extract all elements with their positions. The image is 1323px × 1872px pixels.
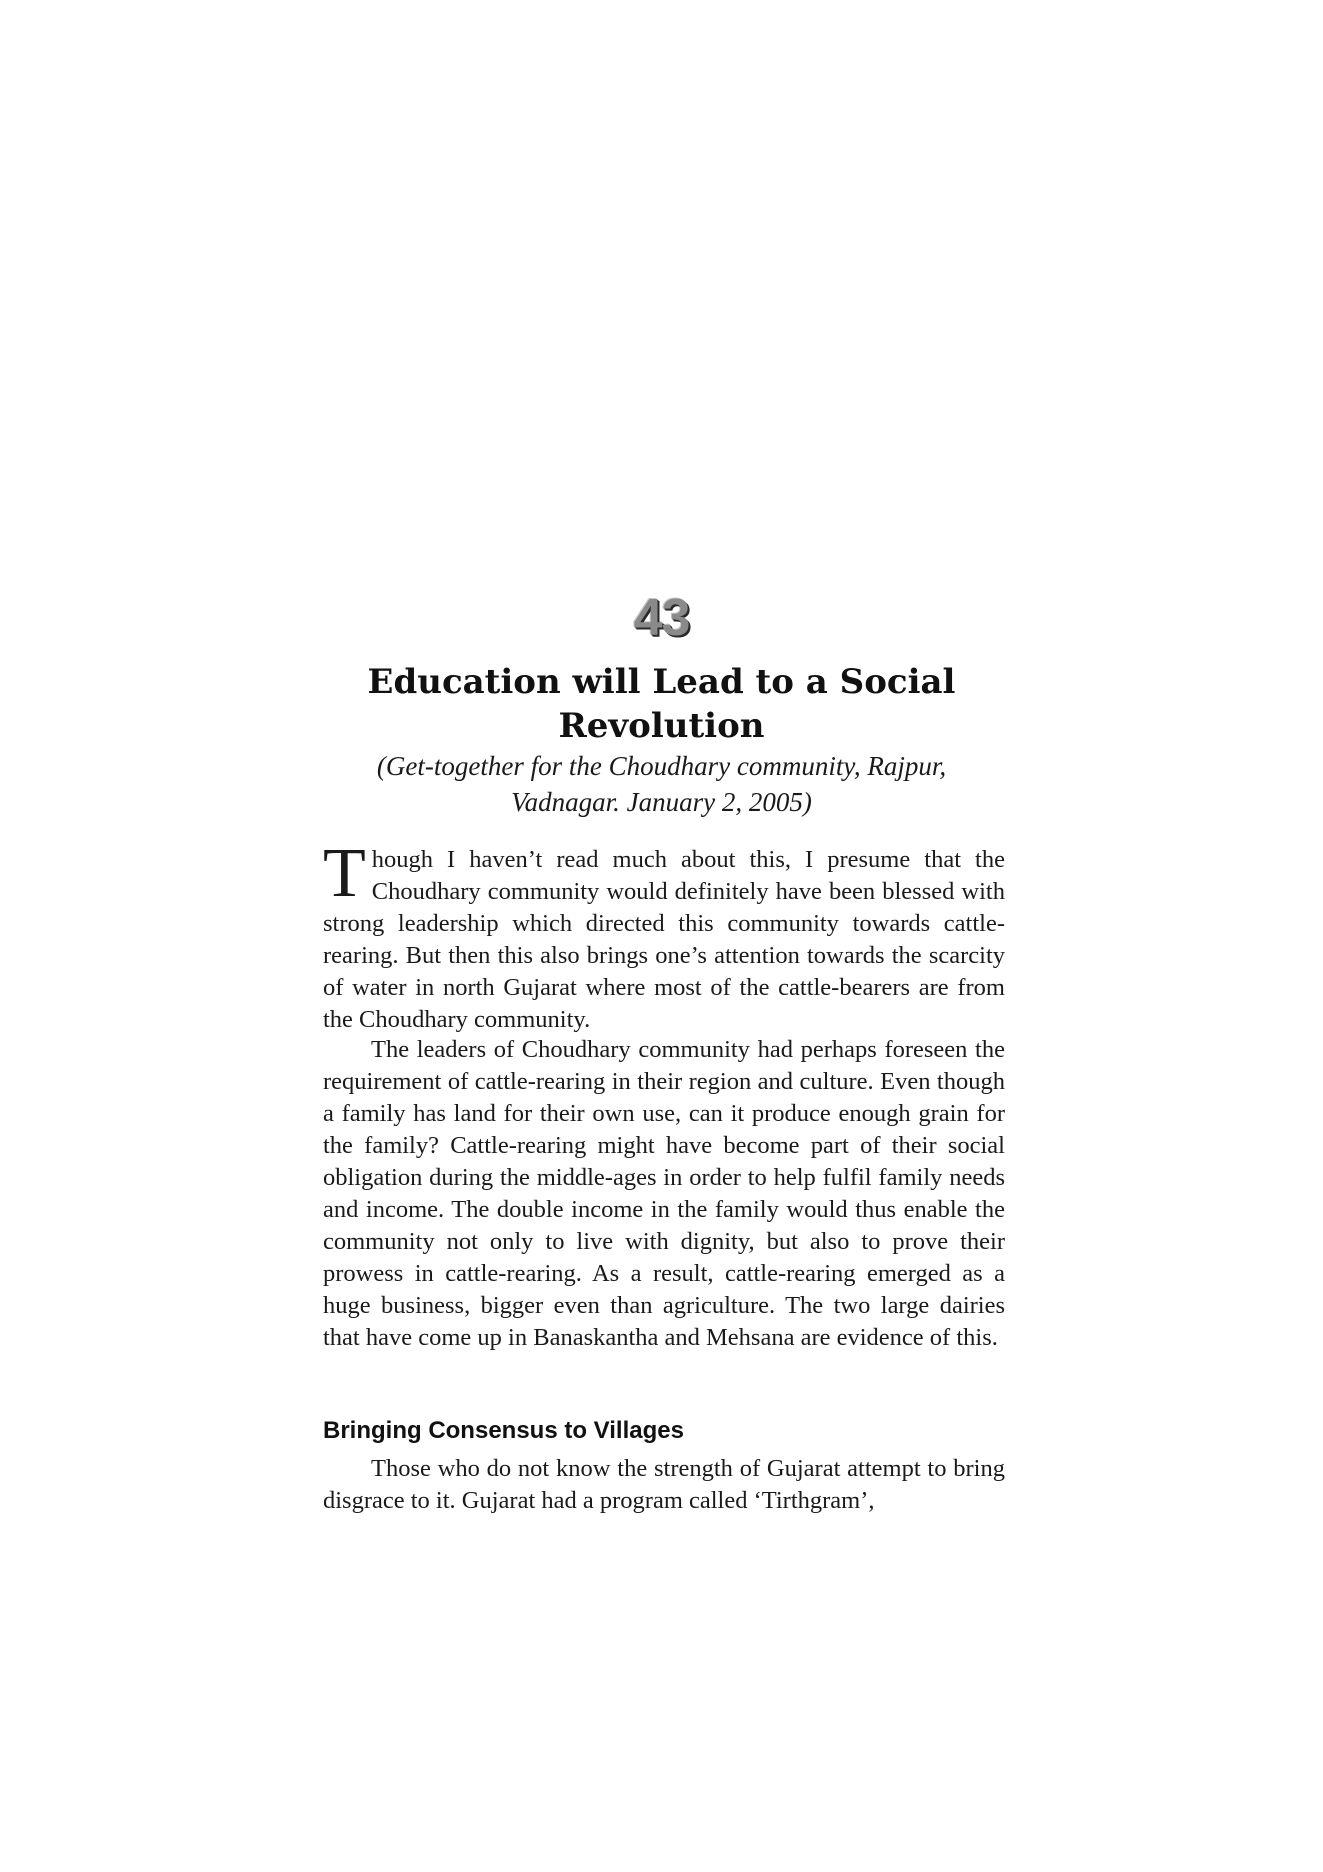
paragraph-intro [323,835,1005,1036]
chapter-subtitle: (Get-together for the Choudhary community, Rajpur, Vadnagar. January 2, 2005) [376,751,947,817]
paragraph-intro-text: hough I haven’t read much about this, I presume that the Choudhary community would definitely have been blessed with strong leadership which directed this community towards cattle-rearing. But then this also brings one’s attention towards the scarcity of water in north Gujarat where most of the cattle-bearers are from the Choudhary community. [323,846,1005,1033]
chapter-number: 43 [633,589,690,647]
paragraph-consensus: Those who do not know the strength of Gujarat attempt to bring disgrace to it. Gujarat had a program called ‘Tirthgram’, [323,1455,1005,1514]
section-heading: Bringing Consensus to Villages [323,1417,684,1444]
chapter-title: Education will Lead to a Social Revolution [367,662,956,746]
drop-cap: T [323,835,366,912]
paragraph-leaders: The leaders of Choudhary community had perhaps foreseen the requirement of cattle-rearing in their region and culture. Even though a family has land for their own use, can it produce enough grain for the family? Cattle-rearing might have become part of their social obligation during the middle-ages in order to help fulfil family needs and income. The double income in the family would thus enable the community not only to live with dignity, but also to prove their prowess in cattle-rearing. As a result, cattle-rearing emerged as a huge business, bigger even than agriculture. The two large dairies that have come up in Banaskantha and Mehsana are evidence of this. [323,1036,1005,1351]
